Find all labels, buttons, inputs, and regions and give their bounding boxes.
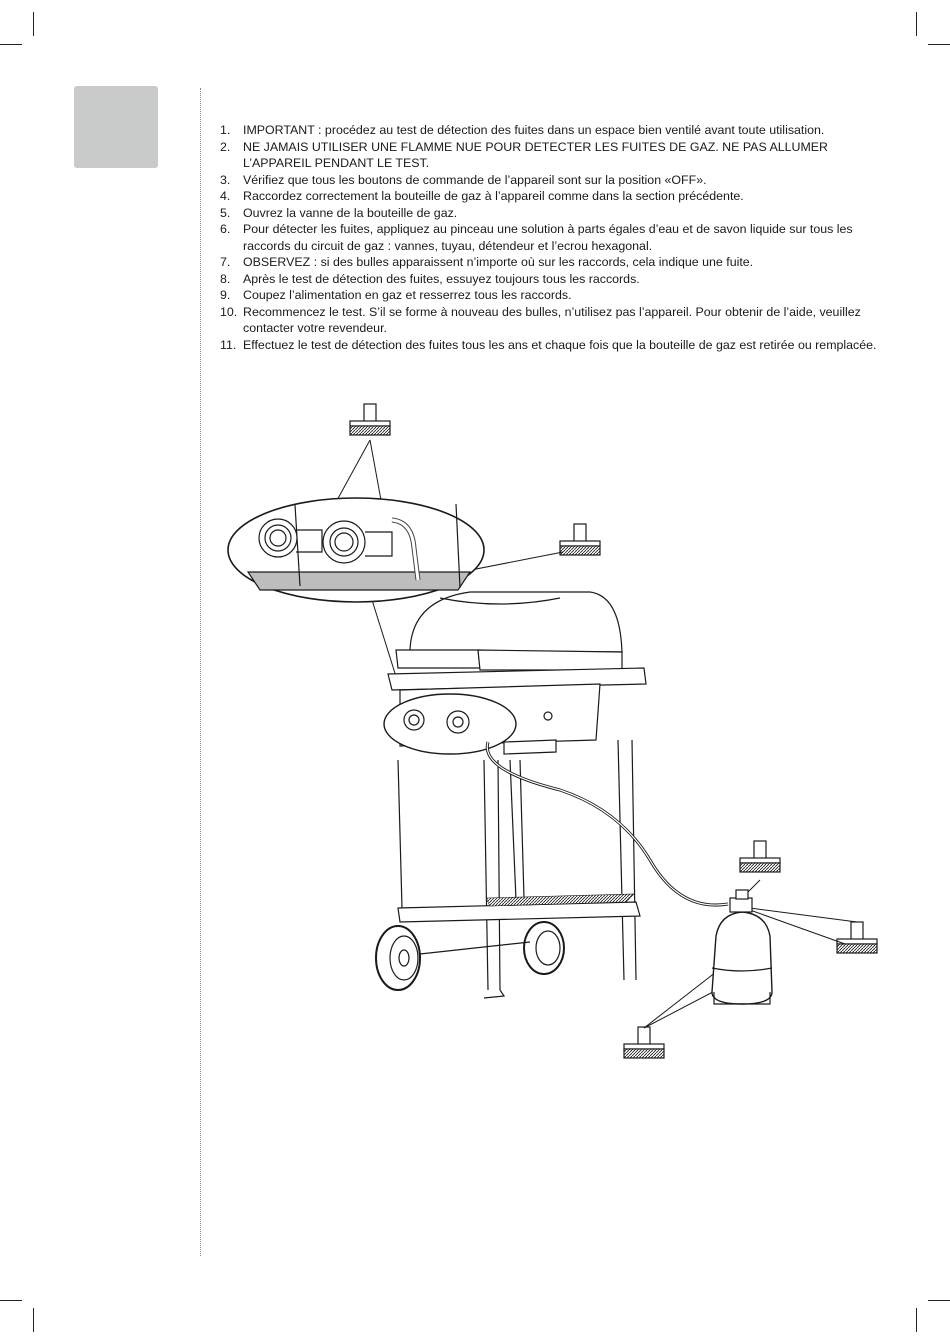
brush-icon: [837, 922, 877, 953]
crop-mark: [33, 12, 34, 36]
crop-mark: [33, 1308, 34, 1332]
step-text: Vérifiez que tous les boutons de commande de l’appareil sont sur la position «OFF».: [243, 172, 707, 187]
brush-icon: [624, 1027, 664, 1058]
list-item: [220, 221, 880, 254]
leak-test-steps: [220, 122, 880, 353]
step-text: Coupez l’alimentation en gaz et resserrez tous les raccords.: [243, 288, 572, 302]
step-number: 7.: [220, 255, 231, 269]
step-text: NE JAMAIS UTILISER UNE FLAMME NUE POUR DETECTER LES FUITES DE GAZ. NE PAS ALLUMER L’APPAREIL PENDANT LE TEST.: [243, 139, 828, 170]
step-text: Raccordez correctement la bouteille de gaz à l’appareil comme dans la section précédente.: [243, 189, 744, 203]
grill-cart: [376, 740, 640, 998]
margin-rule: [200, 88, 201, 1256]
step-text: Recommencez le test. S’il se forme à nouveau des bulles, n’utilisez pas l’appareil. Pour obtenir de l’aide, veuillez contacter votre revendeur.: [243, 304, 861, 335]
list-item: [220, 304, 880, 337]
crop-mark: [0, 1300, 22, 1301]
gas-cylinder-icon: [712, 890, 772, 1004]
list-item: [220, 287, 880, 304]
list-item: [220, 122, 880, 139]
step-number: 8.: [220, 271, 231, 286]
brush-icon: [560, 524, 600, 555]
leak-test-illustration: [220, 390, 900, 1080]
step-number: 9.: [220, 288, 231, 302]
list-item: [220, 139, 880, 172]
brush-icon: [350, 404, 390, 435]
step-number: 2.: [220, 139, 231, 154]
grill-lid: [396, 592, 622, 670]
step-text: Ouvrez la vanne de la bouteille de gaz.: [243, 205, 458, 220]
crop-mark: [0, 44, 22, 45]
list-item: [220, 188, 880, 205]
step-number: 4.: [220, 189, 231, 203]
wheel-icon: [376, 926, 420, 990]
list-item: [220, 254, 880, 271]
step-text: Pour détecter les fuites, appliquez au pinceau une solution à parts égales d’eau et de savon liquide sur tous les raccords du circuit de gaz : vannes, tuyau, détendeur et l’ecrou hexagonal.: [243, 222, 853, 253]
step-number: 11.: [220, 337, 237, 352]
section-tab: [74, 86, 158, 168]
grill-body: [384, 668, 646, 754]
crop-mark: [916, 12, 917, 36]
list-item: [220, 271, 880, 288]
step-number: 3.: [220, 172, 231, 187]
step-number: 1.: [220, 123, 231, 137]
step-text: OBSERVEZ : si des bulles apparaissent n’importe où sur les raccords, cela indique une fuite.: [243, 255, 754, 269]
brush-icon: [740, 841, 780, 872]
list-item: [220, 205, 880, 222]
list-item: [220, 172, 880, 189]
step-text: Après le test de détection des fuites, essuyez toujours tous les raccords.: [243, 271, 640, 286]
step-number: 5.: [220, 205, 231, 220]
zoom-callout: [228, 498, 484, 602]
step-text: IMPORTANT : procédez au test de détection des fuites dans un espace bien ventilé avant toute utilisation.: [243, 123, 825, 137]
wheel-icon: [524, 922, 564, 974]
crop-mark: [928, 1300, 950, 1301]
step-number: 6.: [220, 222, 231, 236]
list-item: [220, 337, 880, 354]
step-text: Effectuez le test de détection des fuites tous les ans et chaque fois que la bouteille de gaz est retirée ou remplacée.: [243, 337, 877, 352]
step-number: 10.: [220, 304, 238, 319]
crop-mark: [928, 44, 950, 45]
crop-mark: [916, 1308, 917, 1332]
